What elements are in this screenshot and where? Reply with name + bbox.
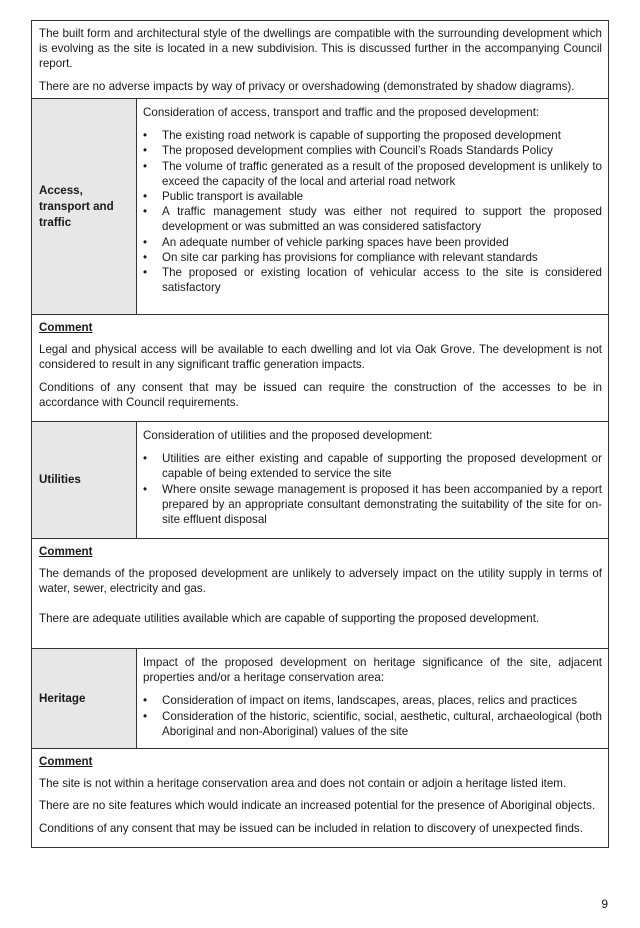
paragraph: The built form and architectural style of the dwellings are compatible with the surrounding development which is evolving as the site is located in a new subdivision. This is discussed further in the accompanying Council report.	[39, 27, 602, 71]
criteria-intro: Impact of the proposed development on heritage significance of the site, adjacent properties and/or a heritage conservation area:	[143, 656, 602, 685]
paragraph: Conditions of any consent that may be issued can require the construction of the accesses to be in accordance with Council requirements.	[39, 380, 602, 409]
list-item: • An adequate number of vehicle parking spaces have been provided	[143, 235, 602, 250]
criteria-list	[143, 128, 602, 295]
list-item: • Consideration of impact on items, landscapes, areas, places, relics and practices	[143, 693, 602, 708]
row-label: Access, transport and traffic	[32, 99, 137, 314]
list-item: • A traffic management study was either not required to support the proposed development or was submitted an was considered satisfactory	[143, 204, 602, 234]
paragraph: Conditions of any consent that may be issued can be included in relation to discovery of unexpected finds.	[39, 821, 583, 835]
list-item: • Utilities are either existing and capable of supporting the proposed development or capable of being extended to service the site	[143, 451, 602, 481]
list-item: • On site car parking has provisions for compliance with relevant standards	[143, 250, 602, 265]
criteria-intro: Consideration of access, transport and traffic and the proposed development:	[143, 106, 540, 119]
criteria-intro: Consideration of utilities and the proposed development:	[143, 429, 433, 442]
utilities-comment	[32, 539, 608, 649]
comment-heading: Comment	[39, 321, 93, 334]
paragraph: The site is not within a heritage conservation area and does not contain or adjoin a heritage listed item.	[39, 777, 567, 791]
paragraph: There are no adverse impacts by way of privacy or overshadowing (demonstrated by shadow diagrams).	[39, 79, 575, 93]
criteria-cell	[137, 649, 608, 748]
criteria-cell	[137, 422, 608, 538]
list-item: • The existing road network is capable of supporting the proposed development	[143, 128, 602, 143]
heritage-comment	[32, 749, 608, 848]
access-comment	[32, 315, 608, 422]
paragraph: There are no site features which would indicate an increased potential for the presence of Aboriginal objects.	[39, 799, 596, 813]
built-form-comment	[32, 21, 608, 99]
list-item: • The proposed development complies with Council’s Roads Standards Policy	[143, 143, 602, 158]
page-number: 9	[601, 897, 608, 911]
criteria-list	[143, 693, 602, 739]
paragraph: The demands of the proposed development are unlikely to adversely impact on the utility supply in terms of water, sewer, electricity and gas.	[39, 567, 602, 596]
list-item: • Where onsite sewage management is proposed it has been accompanied by a report prepared by an appropriate consultant demonstrating the suitability of the site for on-site effluent disposal	[143, 482, 602, 528]
list-item: • The volume of traffic generated as a result of the proposed development is unlikely to exceed the capacity of the local and arterial road network	[143, 159, 602, 189]
row-label: Utilities	[32, 422, 137, 538]
access-criteria-row	[32, 99, 608, 315]
list-item: • Public transport is available	[143, 189, 602, 204]
criteria-list	[143, 451, 602, 527]
list-item: • Consideration of the historic, scientific, social, aesthetic, cultural, archaeological (both Aboriginal and non-Aboriginal) values of the site	[143, 709, 602, 739]
row-label: Heritage	[32, 649, 137, 748]
comment-heading: Comment	[39, 545, 93, 558]
paragraph: Legal and physical access will be available to each dwelling and lot via Oak Grove. The development is not considered to result in any significant traffic generation impacts.	[39, 343, 602, 372]
assessment-table	[31, 20, 609, 848]
list-item: • The proposed or existing location of vehicular access to the site is considered satisfactory	[143, 265, 602, 295]
utilities-criteria-row	[32, 422, 608, 539]
criteria-cell	[137, 99, 608, 314]
paragraph: There are adequate utilities available which are capable of supporting the proposed development.	[39, 611, 540, 625]
heritage-criteria-row	[32, 649, 608, 749]
comment-heading: Comment	[39, 755, 93, 768]
